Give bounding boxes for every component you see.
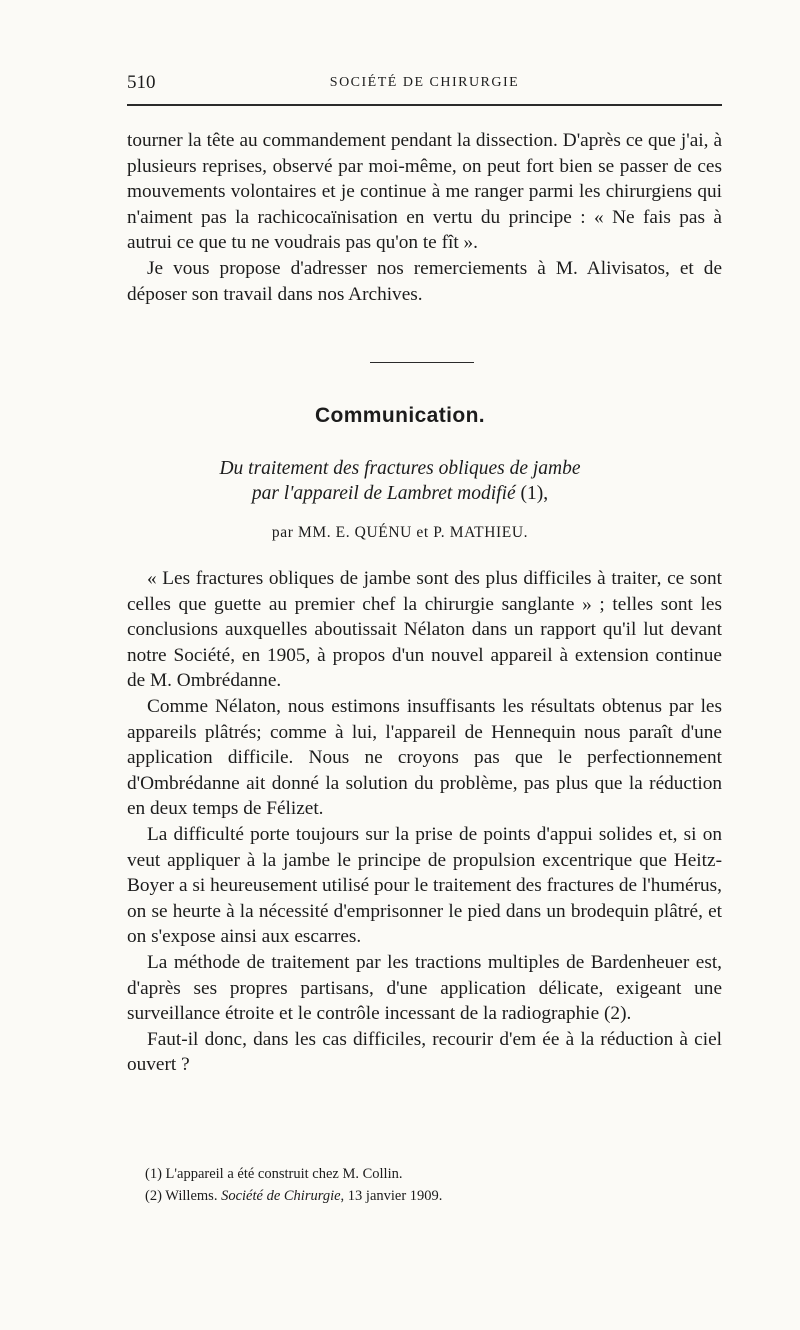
page-header	[127, 72, 722, 96]
previous-section-text	[127, 128, 722, 307]
paragraph: La difficulté porte toujours sur la prise de points d'appui solides et, si on veut appliquer à la jambe le principe de propulsion excentrique que Heitz-Boyer a si heureusement utilisé pour le traitement des fractures de l'humérus, on se heurte à la nécessité d'emprisonner le pied dans un brodequin plâtré, et on s'expose ainsi aux escarres.	[127, 823, 722, 948]
article-body	[127, 566, 722, 1078]
paragraph: Comme Nélaton, nous estimons insuffisants les résultats obtenus par les appareils plâtrés; comme à lui, l'appareil de Hennequin nous paraît d'une application difficile. Nous ne croyons pas que le perfectionnement d'Ombrédanne ait donné la solution du problème, pas plus que la réduction en deux temps de Félizet.	[127, 695, 722, 820]
running-head: SOCIÉTÉ DE CHIRURGIE	[329, 75, 520, 90]
article-title-line-2-text: par l'appareil de Lambret modifié	[251, 483, 521, 504]
article-authors: par MM. E. QUÉNU et P. MATHIEU.	[271, 524, 529, 541]
section-title: Communication.	[314, 404, 486, 427]
footnote-ref-1: (1),	[520, 483, 549, 504]
footnote-2-author: (2) Willems.	[145, 1188, 222, 1204]
paragraph: La méthode de traitement par les tractions multiples de Bardenheuer est, d'après ses propres partisans, d'une application délicate, exigeant une surveillance étroite et le contrôle incessant de la radiographie (2).	[127, 951, 722, 1025]
footnote-2-journal: Société de Chirurgie	[221, 1188, 341, 1204]
article-title-line-1: Du traitement des fractures obliques de jambe	[219, 458, 581, 479]
article-title-line-2	[0, 481, 800, 506]
paragraph: « Les fractures obliques de jambe sont des plus difficiles à traiter, ce sont celles que guette au premier chef la chirurgie sanglante » ; telles sont les conclusions auxquelles aboutissait Nélaton dans un rapport qu'il lut devant notre Société, en 1905, à propos d'un nouvel appareil à extension continue de M. Ombrédanne.	[127, 568, 722, 692]
footnote-1: (1) L'appareil a été construit chez M. Collin.	[145, 1166, 403, 1182]
header-rule	[127, 104, 722, 106]
page-number: 510	[127, 72, 156, 93]
paragraph: Je vous propose d'adresser nos remerciements à M. Alivisatos, et de déposer son travail dans nos Archives.	[127, 257, 722, 305]
footnotes	[145, 1163, 725, 1207]
footnote-2	[145, 1185, 725, 1207]
article-title	[0, 456, 800, 506]
section-separator	[370, 362, 474, 363]
paragraph: Faut-il donc, dans les cas difficiles, recourir d'em ée à la réduction à ciel ouvert ?	[127, 1028, 722, 1076]
paragraph: tourner la tête au commandement pendant la dissection. D'après ce que j'ai, à plusieurs reprises, observé par moi-même, on peut fort bien se passer de ces mouvements volontaires et je continue à me ranger parmi les chirurgiens qui n'aiment pas la rachicocaïnisation en vertu du principe : « Ne fais pas à autrui ce que tu ne voudrais pas qu'on te fît ».	[127, 130, 722, 254]
footnote-2-date: , 13 janvier 1909.	[340, 1188, 443, 1204]
